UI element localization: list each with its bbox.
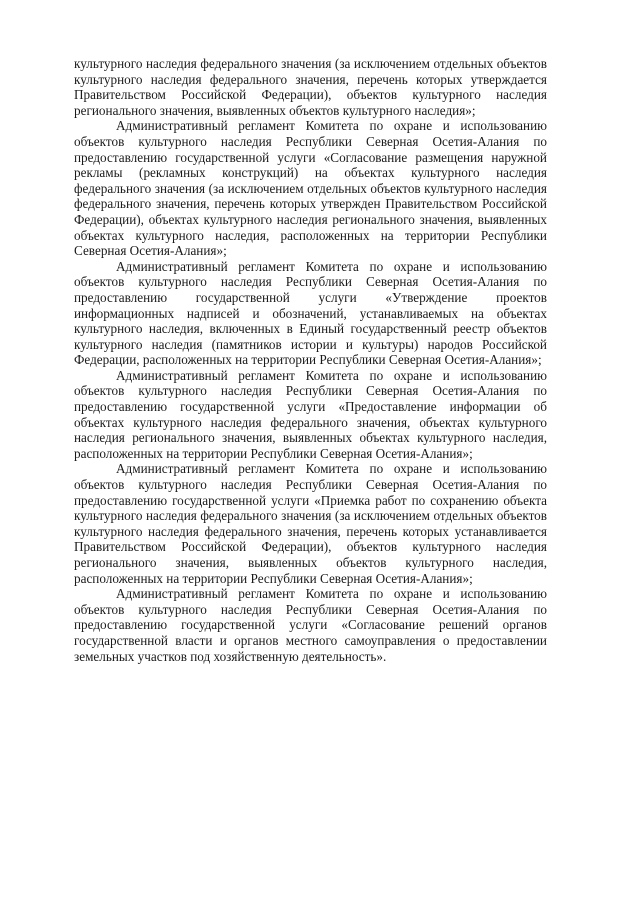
paragraph-regulation-land: Административный регламент Комитета по охране и использованию объектов культурного наследия Республики Северная Осетия-Алания по предоставлению государственной услуги «Согласование решений органов государственной власти и органов местного самоуправления о предоставлении земельных участков под хозяйственную деятельность». xyxy=(74,586,547,664)
paragraph-regulation-acceptance: Административный регламент Комитета по охране и использованию объектов культурного наследия Республики Северная Осетия-Алания по предоставлению государственной услуги «Приемка работ по сохранению объекта культурного наследия федерального значения (за исключением отдельных объектов культурного наследия федерального значения, перечень которых устанавливается Правительством Российской Федерации), объектов культурного наследия регионального значения, выявленных объектов культурного наследия, расположенных на территории Республики Северная Осетия-Алания»; xyxy=(74,461,547,586)
paragraph-continuation: культурного наследия федерального значения (за исключением отдельных объектов культурного наследия федерального значения, перечень которых утверждается Правительством Российской Федерации), объектов культурного наследия регионального значения, выявленных объектов культурного наследия»; xyxy=(74,56,547,118)
paragraph-regulation-information: Административный регламент Комитета по охране и использованию объектов культурного наследия Республики Северная Осетия-Алания по предоставлению государственной услуги «Предоставление информации об объектах культурного наследия федерального значения, объектах культурного наследия регионального значения, выявленных объектах культурного наследия, расположенных на территории Республики Северная Осетия-Алания»; xyxy=(74,367,547,461)
paragraph-regulation-inscriptions: Административный регламент Комитета по охране и использованию объектов культурного наследия Республики Северная Осетия-Алания по предоставлению государственной услуги «Утверждение проектов информационных надписей и обозначений, устанавливаемых на объектах культурного наследия, включенных в Единый государственный реестр объектов культурного наследия (памятников истории и культуры) народов Российской Федерации, расположенных на территории Республики Северная Осетия-Алания»; xyxy=(74,258,547,368)
paragraph-regulation-advertising: Административный регламент Комитета по охране и использованию объектов культурного наследия Республики Северная Осетия-Алания по предоставлению государственной услуги «Согласование размещения наружной рекламы (рекламных конструкций) на объектах культурного наследия федерального значения (за исключением отдельных объектов культурного наследия федерального значения, перечень которых утвержден Правительством Российской Федерации), объектах культурного наследия регионального значения, выявленных объектах культурного наследия, расположенных на территории Республики Северная Осетия-Алания»; xyxy=(74,118,547,259)
